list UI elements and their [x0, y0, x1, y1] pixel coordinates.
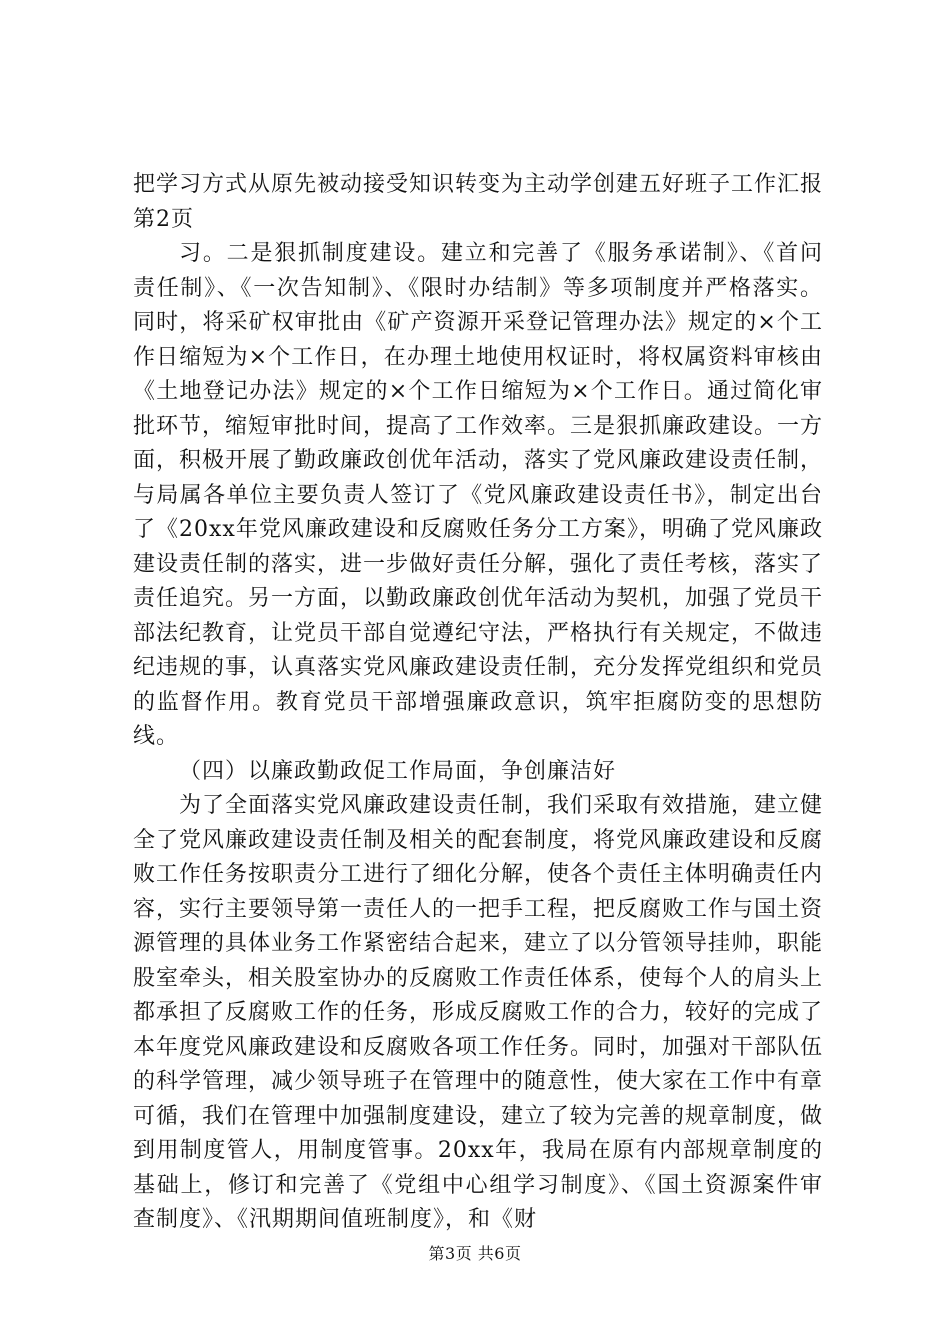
section-heading-four: （四）以廉政勤政促工作局面，争创廉洁好: [179, 758, 617, 784]
paragraph-system-building: 习。二是狠抓制度建设。建立和完善了《服务承诺制》、《首问责任制》、《一次告知制》、《限时办结制》等多项制度并严格落实。同时，将采矿权审批由《矿产资源开采登记管理办法》规定的×个工作日缩短为×个工作日，在办理土地使用权证时，将权属资料审核由《土地登记办法》规定的×个工作日缩短为×个工作日。通过简化审批环节，缩短审批时间，提高了工作效率。三是狠抓廉政建设。一方面，积极开展了勤政廉政创优年活动，落实了党风廉政建设责任制，与局属各单位主要负责人签订了《党风廉政建设责任书》，制定出台了《20xx年党风廉政建设和反腐败任务分工方案》，明确了党风廉政建设责任制的落实，进一步做好责任分解，强化了责任考核，落实了责任追究。另一方面，以勤政廉政创优年活动为契机，加强了党员干部法纪教育，让党员干部自觉遵纪守法，严格执行有关规定，不做违纪违规的事，认真落实党风廉政建设责任制，充分发挥党组织和党员的监督作用。教育党员干部增强廉政意识，筑牢拒腐防变的思想防线。: [133, 241, 824, 749]
paragraph-anti-corruption: 为了全面落实党风廉政建设责任制，我们采取有效措施，建立健全了党风廉政建设责任制及相关的配套制度，将党风廉政建设和反腐败工作任务按职责分工进行了细化分解，使各个责任主体明确责任内容，实行主要领导第一责任人的一把手工程，把反腐败工作与国土资源管理的具体业务工作紧密结合起来，建立了以分管领导挂帅，职能股室牵头，相关股室协办的反腐败工作责任体系，使每个人的肩头上都承担了反腐败工作的任务，形成反腐败工作的合力，较好的完成了本年度党风廉政建设和反腐败各项工作任务。同时，加强对干部队伍的科学管理，减少领导班子在管理中的随意性，使大家在工作中有章可循，我们在管理中加强制度建设，建立了较为完善的规章制度，做到用制度管人，用制度管事。20xx年，我局在原有内部规章制度的基础上，修订和完善了《党组中心组学习制度》、《国土资源案件审查制度》、《汛期期间值班制度》，和《财: [133, 793, 824, 1232]
page-footer: 第3页 共6页: [428, 1244, 522, 1263]
document-body: [133, 168, 823, 1238]
paragraph-continuation: 把学习方式从原先被动接受知识转变为主动学创建五好班子工作汇报第2页: [133, 172, 824, 232]
